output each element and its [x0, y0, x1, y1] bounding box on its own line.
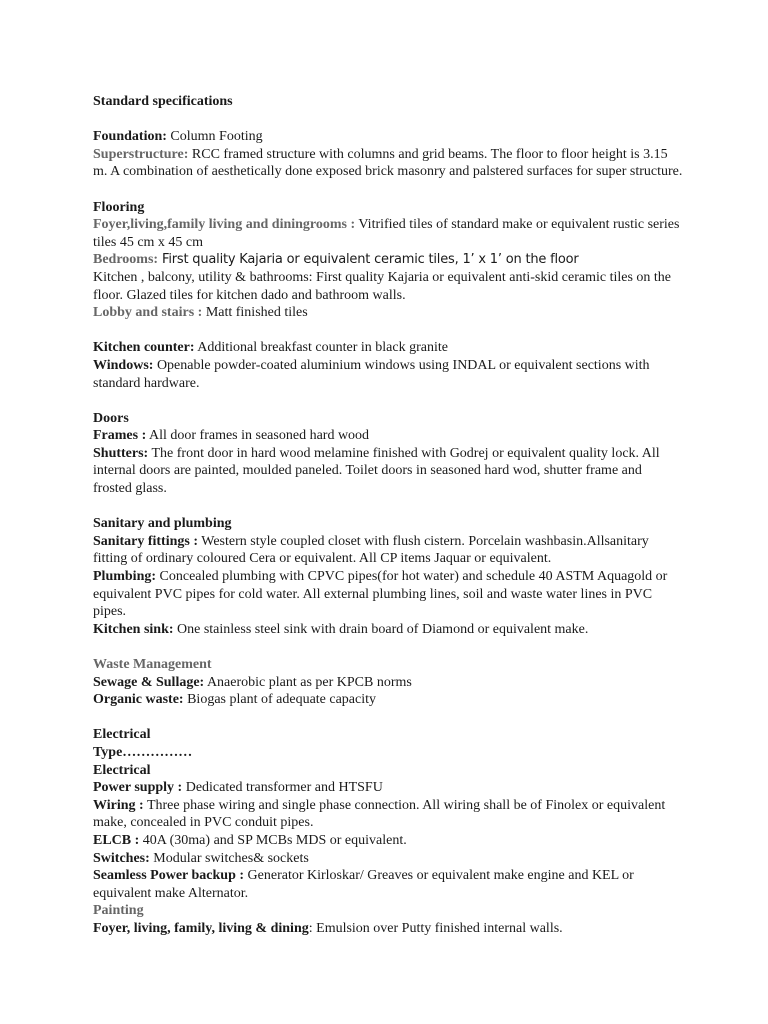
sanitary-fittings-text: Western style coupled closet with flush cistern. Porcelain washbasin.Allsanitary fitting of ordinary coloured Cera or equivalent. All CP items Jaquar or equivalent.	[93, 533, 649, 567]
switches-text: Modular switches& sockets	[149, 850, 309, 866]
kitchen-sink-row	[93, 621, 683, 639]
doors-frames-row	[93, 427, 683, 445]
flooring-lobby-row	[93, 304, 683, 322]
wiring-row	[93, 797, 683, 832]
power-backup-text: Generator Kirloskar/ Greaves or equivalent make engine and KEL or equivalent make Alternator.	[93, 868, 634, 901]
flooring-heading: Flooring	[93, 199, 145, 215]
flooring-bedrooms-text: First quality Kajaria or equivalent ceramic tiles, 1’ x 1’ on the floor	[158, 252, 579, 268]
waste-heading: Waste Management	[93, 657, 212, 672]
organic-text: Biogas plant of adequate capacity	[183, 692, 377, 708]
power-supply-label: Power supply :	[93, 780, 183, 796]
kitchen-counter-text: Additional breakfast counter in black granite	[194, 340, 448, 356]
elcb-text: 40A (30ma) and SP MCBs MDS or equivalent.	[139, 832, 407, 848]
flooring-lobby-label: Lobby and stairs :	[93, 305, 203, 321]
flooring-foyer-label: Foyer,living,family living and diningrooms :	[93, 217, 356, 233]
windows-row	[93, 357, 683, 392]
superstructure-row	[93, 146, 683, 181]
organic-label: Organic waste:	[93, 692, 184, 708]
elcb-row	[93, 832, 683, 850]
organic-row	[93, 691, 683, 709]
superstructure-label: Superstructure:	[93, 146, 189, 162]
kitchen-counter-label: Kitchen counter:	[93, 340, 195, 356]
plumbing-row	[93, 568, 683, 621]
power-supply-row	[93, 779, 683, 797]
superstructure-text: RCC framed structure with columns and grid beams. The floor to floor height is 3.15 m. A combination of aesthetically done exposed brick masonry and palstered surfaces for super structure.	[93, 146, 683, 180]
windows-text: Openable powder-coated aluminium windows using INDAL or equivalent sections with standard hardware.	[93, 357, 650, 391]
plumbing-label: Plumbing:	[93, 569, 157, 585]
switches-row	[93, 850, 683, 868]
doors-shutters-row	[93, 445, 683, 498]
doors-frames-text: All door frames in seasoned hard wood	[146, 428, 370, 444]
flooring-foyer-row	[93, 216, 683, 251]
power-backup-row	[93, 867, 683, 902]
doors-shutters-label: Shutters:	[93, 445, 149, 461]
flooring-bedrooms-label: Bedrooms:	[93, 252, 159, 268]
painting-foyer-row	[93, 920, 683, 938]
sanitary-fittings-label: Sanitary fittings :	[93, 533, 198, 549]
flooring-kitchen-row: Kitchen , balcony, utility & bathrooms: First quality Kajaria or equivalent anti-skid ceramic tiles on the floor. Glazed tiles for kitchen dado and bathroom walls.	[93, 269, 672, 303]
wiring-label: Wiring :	[93, 797, 144, 813]
sanitary-fittings-row	[93, 533, 683, 568]
document-title: Standard specifications	[93, 94, 233, 109]
kitchen-sink-label: Kitchen sink:	[93, 621, 174, 637]
foundation-label: Foundation:	[93, 129, 167, 145]
flooring-bedrooms-row	[93, 251, 683, 269]
electrical-heading: Electrical	[93, 727, 151, 743]
document-page	[93, 93, 683, 938]
doors-frames-label: Frames :	[93, 428, 147, 444]
flooring-lobby-text: Matt finished tiles	[202, 305, 308, 321]
switches-label: Switches:	[93, 850, 150, 866]
plumbing-text: Concealed plumbing with CPVC pipes(for hot water) and schedule 40 ASTM Aquagold or equivalent PVC pipes for cold water. All external plumbing lines, soil and waste water lines in PVC pipes.	[93, 569, 668, 620]
sewage-label: Sewage & Sullage:	[93, 674, 205, 690]
electrical-type: Type……………	[93, 744, 193, 760]
foundation-row	[93, 128, 683, 146]
painting-foyer-text: : Emulsion over Putty finished internal walls.	[308, 920, 563, 936]
sanitary-heading: Sanitary and plumbing	[93, 516, 232, 532]
sewage-row	[93, 674, 683, 692]
elcb-label: ELCB :	[93, 832, 140, 848]
power-supply-text: Dedicated transformer and HTSFU	[182, 780, 383, 796]
flooring-foyer-text: Vitrified tiles of standard make or equivalent rustic series tiles 45 cm x 45 cm	[93, 217, 680, 250]
windows-label: Windows:	[93, 357, 154, 373]
doors-heading: Doors	[93, 410, 129, 426]
kitchen-sink-text: One stainless steel sink with drain board of Diamond or equivalent make.	[173, 621, 589, 637]
doors-shutters-text: The front door in hard wood melamine finished with Godrej or equivalent quality lock. All internal doors are painted, moulded paneled. Toilet doors in seasoned hard wod, shutter frame and frosted glass.	[93, 445, 660, 497]
electrical-heading-2: Electrical	[93, 762, 151, 778]
kitchen-counter-row	[93, 339, 683, 357]
power-backup-label: Seamless Power backup :	[93, 868, 245, 884]
wiring-text: Three phase wiring and single phase connection. All wiring shall be of Finolex or equivalent make, concealed in PVC conduit pipes.	[93, 797, 666, 831]
painting-heading: Painting	[93, 903, 144, 919]
painting-foyer-label: Foyer, living, family, living & dining	[93, 920, 309, 936]
sewage-text: Anaerobic plant as per KPCB norms	[204, 674, 412, 690]
foundation-text: Column Footing	[166, 129, 263, 145]
